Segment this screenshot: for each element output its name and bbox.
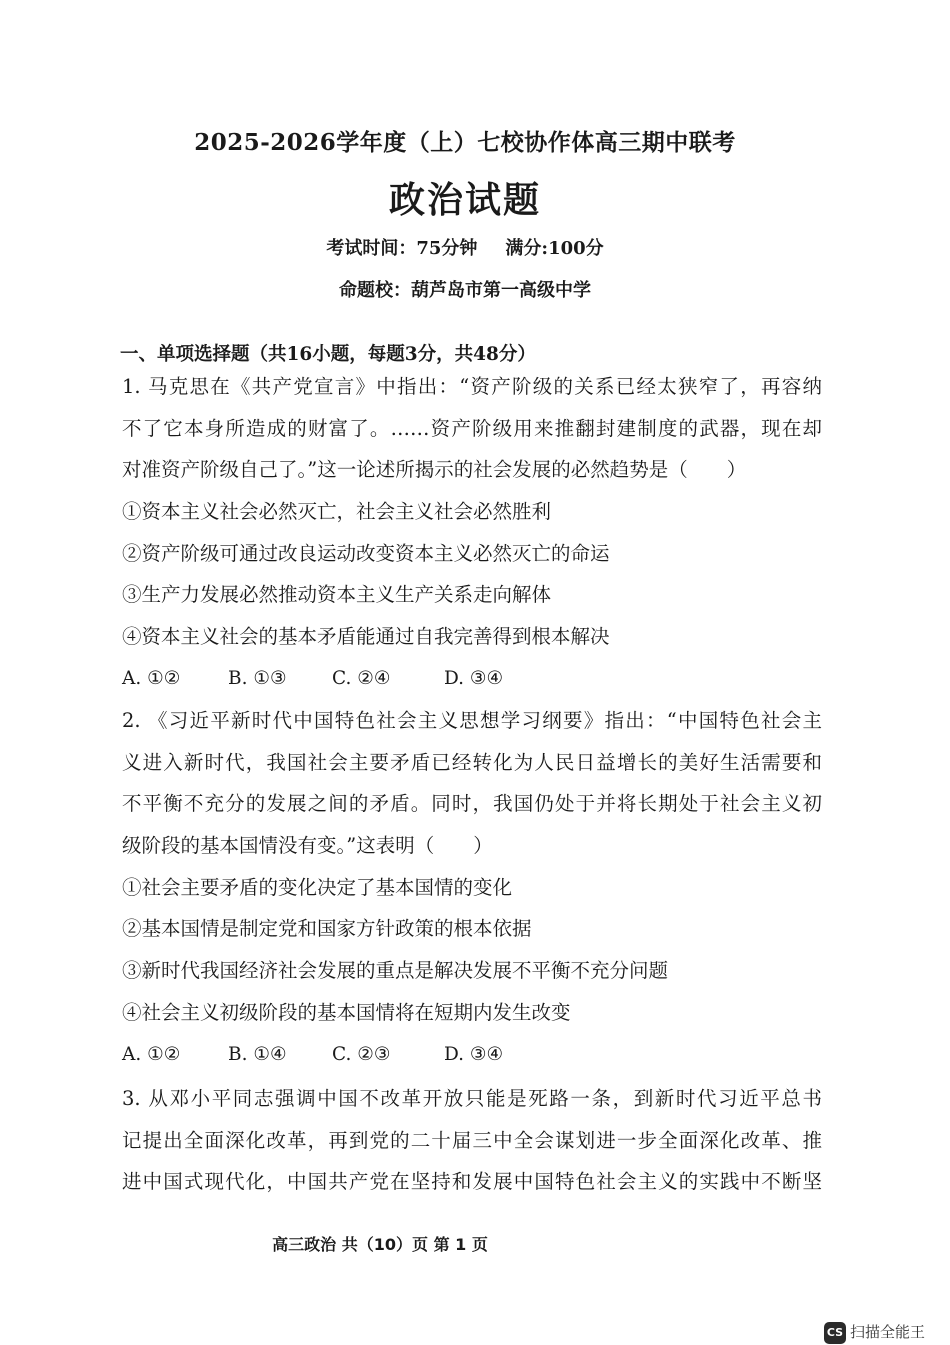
choice-d: D. ③④: [444, 1043, 504, 1065]
question-3: [122, 1078, 822, 1203]
answer-choices: [122, 1034, 822, 1076]
question-stem-line: 2. 《习近平新时代中国特色社会主义思想学习纲要》指出：“中国特色社会主: [122, 709, 822, 732]
choice-d: D. ③④: [444, 667, 504, 689]
exam-title: 2025-2026学年度（上）七校协作体高三期中联考: [194, 129, 736, 156]
choice-a: A. ①②: [122, 667, 181, 689]
setting-school: 命题校：葫芦岛市第一高级中学: [339, 280, 591, 301]
choice-b: B. ①③: [228, 667, 287, 689]
question-stem-line: 记提出全面深化改革，再到党的二十届三中全会谋划进一步全面深化改革、推: [122, 1128, 822, 1152]
question-stem-line: 1. 马克思在《共产党宣言》中指出：“资产阶级的关系已经太狭窄了，再容纳: [122, 375, 822, 398]
statement-item: ④社会主义初级阶段的基本国情将在短期内发生改变: [122, 1000, 571, 1024]
question-stem-line: 进中国式现代化，中国共产党在坚持和发展中国特色社会主义的实践中不断坚: [122, 1170, 822, 1194]
choice-c: C. ②③: [332, 1043, 391, 1065]
full-score: 满分:100分: [505, 238, 604, 259]
question-stem-line: 义进入新时代，我国社会主要矛盾已经转化为人民日益增长的美好生活需要和: [122, 750, 822, 774]
statement-item: ①资本主义社会必然灭亡，社会主义社会必然胜利: [122, 500, 552, 524]
exam-time: 考试时间：75分钟: [326, 238, 478, 259]
page-footer: 高三政治 共（10）页 第 1 页: [272, 1235, 488, 1254]
choice-b: B. ①④: [228, 1043, 287, 1065]
watermark-text: 扫描全能王: [850, 1323, 926, 1341]
statement-item: ②基本国情是制定党和国家方针政策的根本依据: [122, 917, 532, 941]
camscanner-logo-icon: CS: [824, 1322, 846, 1344]
statement-item: ①社会主要矛盾的变化决定了基本国情的变化: [122, 875, 513, 899]
question-2: [122, 700, 822, 1075]
exam-info: [0, 234, 930, 260]
question-stem-line: 级阶段的基本国情没有变。”这表明（ ）: [122, 834, 493, 858]
statement-item: ④资本主义社会的基本矛盾能通过自我完善得到根本解决: [122, 625, 610, 649]
answer-choices: [122, 658, 822, 700]
section-heading: 一、单项选择题（共16小题，每题3分，共48分）: [120, 344, 536, 365]
statement-item: ③新时代我国经济社会发展的重点是解决发展不平衡不充分问题: [122, 959, 669, 983]
question-stem-line: 对准资产阶级自己了。”这一论述所揭示的社会发展的必然趋势是（ ）: [122, 458, 747, 482]
question-1: [122, 366, 822, 700]
scanner-watermark: [820, 1318, 950, 1345]
statement-item: ③生产力发展必然推动资本主义生产关系走向解体: [122, 583, 552, 607]
subject-title: 政治试题: [388, 179, 541, 221]
choice-a: A. ①②: [122, 1043, 181, 1065]
question-stem-line: 3. 从邓小平同志强调中国不改革开放只能是死路一条，到新时代习近平总书: [122, 1087, 822, 1110]
question-stem-line: 不平衡不充分的发展之间的矛盾。同时，我国仍处于并将长期处于社会主义初: [122, 792, 822, 816]
choice-c: C. ②④: [332, 667, 391, 689]
question-stem-line: 不了它本身所造成的财富了。……资产阶级用来推翻封建制度的武器，现在却: [122, 416, 822, 440]
statement-item: ②资产阶级可通过改良运动改变资本主义必然灭亡的命运: [122, 541, 610, 565]
